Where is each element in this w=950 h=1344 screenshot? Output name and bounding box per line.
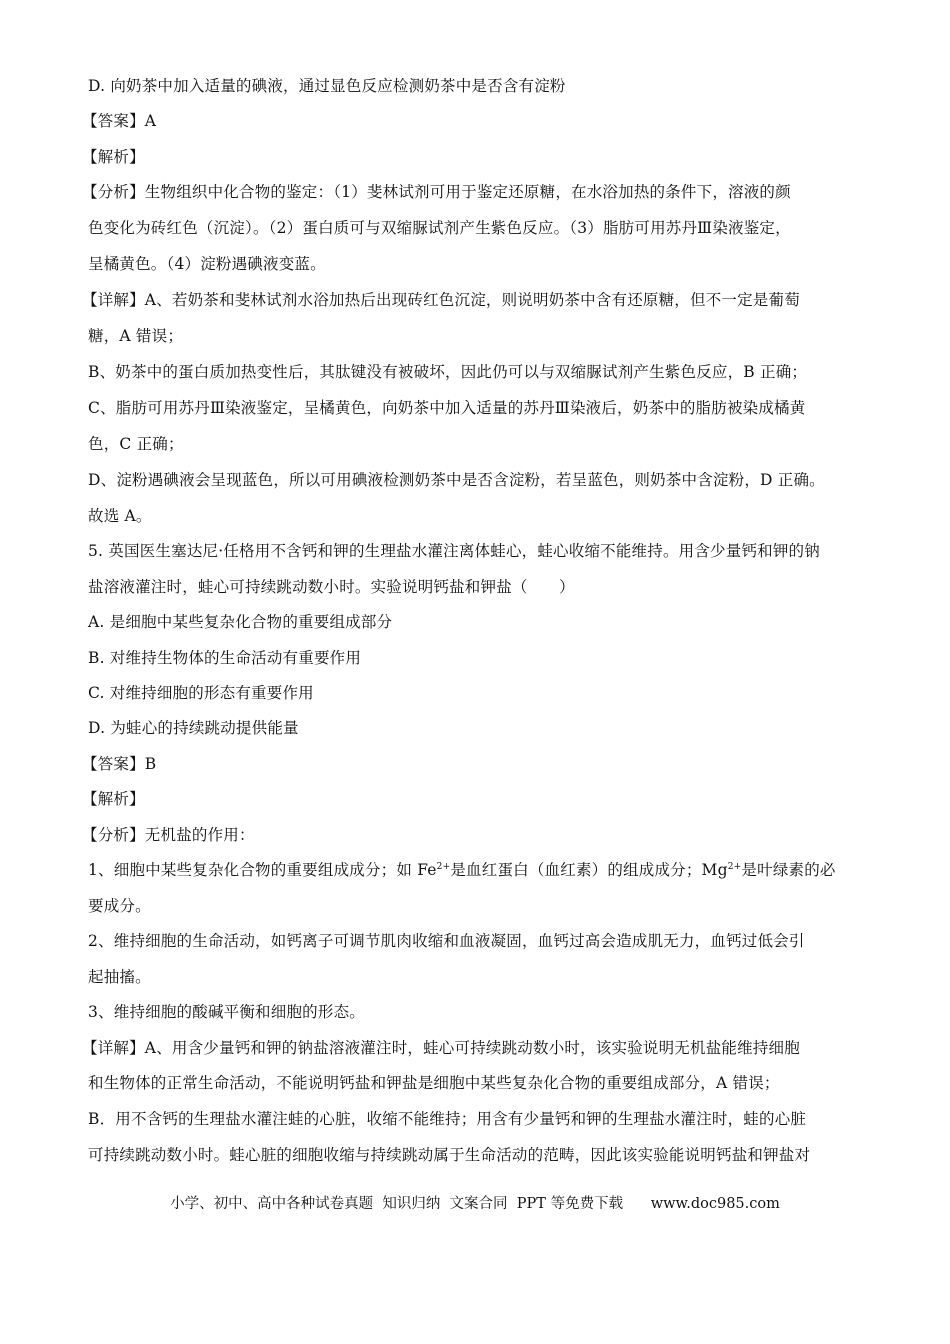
detail-text-line: C、脂肪可用苏丹Ⅲ染液鉴定，呈橘黄色，向奶茶中加入适量的苏丹Ⅲ染液后，奶茶中的脂肪被染成橘黄 [88,399,806,417]
analysis-label-q4: 【解析】 [82,148,145,166]
detail-text-line: 色，C 正确； [88,435,184,453]
analysis-heading-q5: 【分析】无机盐的作用： [82,826,255,844]
analysis-point-2: 2、维持细胞的生命活动，如钙离子可调节肌肉收缩和血液凝固，血钙过高会造成肌无力，血钙过低会引 [88,932,805,950]
conclusion-q4: 故选 A。 [88,507,152,525]
analysis-text-line: 呈橘黄色。（4）淀粉遇碘液变蓝。 [88,255,326,273]
detail-text-line: B．用不含钙的生理盐水灌注蛙的心脏，收缩不能维持；用含有少量钙和钾的生理盐水灌注时，蛙的心脏 [88,1110,807,1128]
option-a-q5: A. 是细胞中某些复杂化合物的重要组成部分 [88,613,393,631]
detail-text-line: 和生物体的正常生命活动，不能说明钙盐和钾盐是细胞中某些复杂化合物的重要组成部分，A 错误； [88,1074,780,1092]
page-footer: 小学、初中、高中各种试卷真题 知识归纳 文案合同 PPT 等免费下载 www.doc985.com [170,1196,780,1212]
detail-text-line: D、淀粉遇碘液会呈现蓝色，所以可用碘液检测奶茶中是否含淀粉，若呈蓝色，则奶茶中含淀粉，D 正确。 [88,471,825,489]
analysis-label-q5: 【解析】 [82,790,145,808]
superscript-charge: 2+ [727,862,742,872]
analysis-text-line: 色变化为砖红色（沉淀）。（2）蛋白质可与双缩脲试剂产生紫色反应。（3）脂肪可用苏丹Ⅲ染液鉴定， [88,219,791,237]
option-d-q4: D. 向奶茶中加入适量的碘液，通过显色反应检测奶茶中是否含有淀粉 [88,77,566,95]
analysis-point-1 [88,860,836,880]
detail-text-line: 【详解】A、若奶茶和斐林试剂水浴加热后出现砖红色沉淀，则说明奶茶中含有还原糖，但不一定是葡萄 [82,291,800,309]
analysis-text-line: 【分析】生物组织中化合物的鉴定：（1）斐林试剂可用于鉴定还原糖，在水浴加热的条件下，溶液的颜 [82,183,791,201]
detail-text-line: 可持续跳动数小时。蛙心脏的细胞收缩与持续跳动属于生命活动的范畴，因此该实验能说明钙盐和钾盐对 [88,1146,811,1164]
analysis-point-2-cont: 起抽搐。 [88,968,151,986]
text-fragment: 1、细胞中某些复杂化合物的重要组成成分；如 Fe [88,861,437,879]
analysis-point-3: 3、维持细胞的酸碱平衡和细胞的形态。 [88,1003,365,1021]
detail-text-line: B、奶茶中的蛋白质加热变性后，其肽键没有被破坏，因此仍可以与双缩脲试剂产生紫色反应，B 正确； [88,363,808,381]
question-5-stem: 5. 英国医生塞达尼·任格用不含钙和钾的生理盐水灌注离体蛙心，蛙心收缩不能维持。用含少量钙和钾的钠 [88,542,820,560]
answer-label-q4: 【答案】A [82,112,157,130]
option-c-q5: C. 对维持细胞的形态有重要作用 [88,684,314,702]
detail-text-line: 【详解】A、用含少量钙和钾的钠盐溶液灌注时，蛙心可持续跳动数小时，该实验说明无机盐能维持细胞 [82,1039,800,1057]
question-5-stem: 盐溶液灌注时，蛙心可持续跳动数小时。实验说明钙盐和钾盐（ ） [88,578,575,596]
detail-text-line: 糖，A 错误； [88,327,184,345]
superscript-charge: 2+ [436,862,451,872]
option-d-q5: D. 为蛙心的持续跳动提供能量 [88,719,299,737]
text-fragment: 是血红蛋白（血红素）的组成成分；Mg [450,861,728,879]
text-fragment: 是叶绿素的必 [741,861,836,879]
answer-label-q5: 【答案】B [82,755,157,773]
analysis-point-1-cont: 要成分。 [88,897,151,915]
option-b-q5: B. 对维持生物体的生命活动有重要作用 [88,649,362,667]
